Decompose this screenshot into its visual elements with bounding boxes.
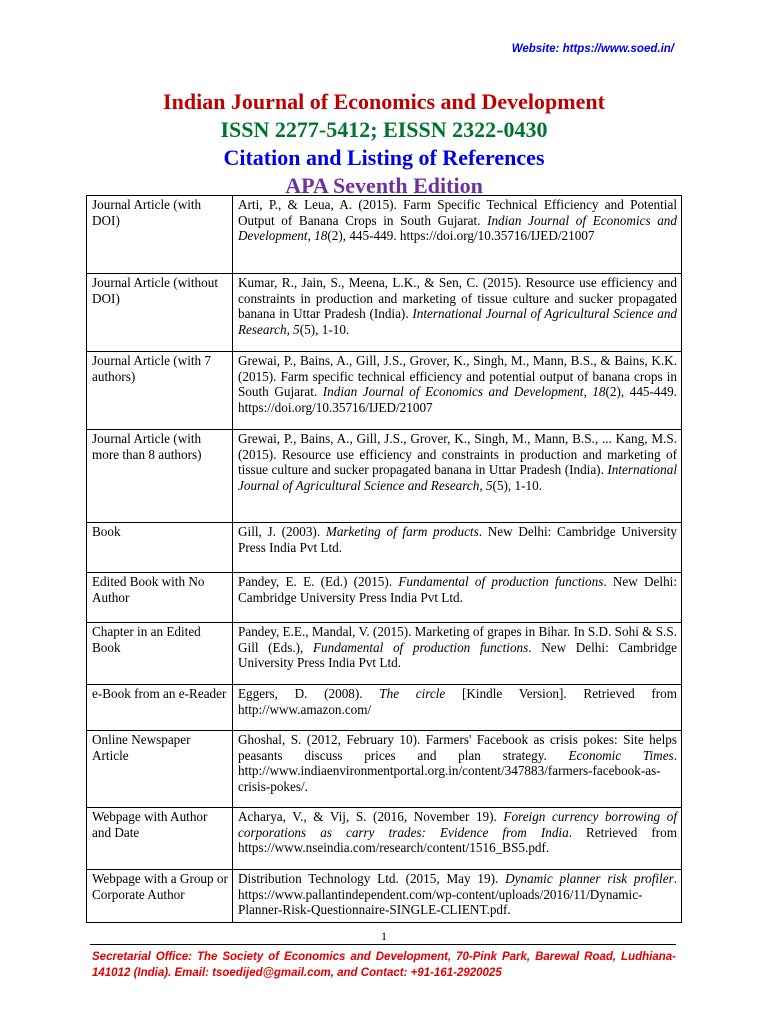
table-row xyxy=(87,685,682,731)
website-url[interactable]: Website: https://www.soed.in/ xyxy=(511,43,674,55)
table-row xyxy=(87,573,682,623)
reference-type: Webpage with a Group or Corporate Author xyxy=(87,870,233,923)
reference-example xyxy=(233,685,682,731)
reference-type: Chapter in an Edited Book xyxy=(87,623,233,685)
reference-example xyxy=(233,808,682,870)
reference-source: Indian Journal of Economics and Development, 18 xyxy=(322,384,606,400)
reference-details: . https://www.pallantindependent.com/wp-content/uploads/2016/11/Dynamic-Planner-Risk-Questionnaire-SINGLE-CLIENT.pdf. xyxy=(238,871,678,918)
reference-text: Kumar, R., Jain, S., Meena, L.K., & Sen, C. (2015). Resource use efficiency and constraints in production and marketing of tissue culture and sucker propagated banana in Uttar Pradesh (India). xyxy=(238,275,677,322)
reference-example xyxy=(233,623,682,685)
footer-contact: Secretarial Office: The Society of Economics and Development, 70-Pink Park, Barewal Road, Ludhiana-141012 (India). Email: tsoedijed@gmail.com, and Contact: +91-161-2920025 xyxy=(92,951,676,979)
document-subtitle: Citation and Listing of References xyxy=(223,145,545,170)
reference-type: e-Book from an e-Reader xyxy=(87,685,233,731)
reference-details: (2), 445-449. https://doi.org/10.35716/IJED/21007 xyxy=(238,384,677,415)
reference-source: Fundamental of production functions xyxy=(398,574,604,589)
reference-type: Journal Article (with DOI) xyxy=(87,196,233,274)
journal-title: Indian Journal of Economics and Development xyxy=(163,89,605,114)
reference-text: Pandey, E.E., Mandal, V. (2015). Marketing of grapes in Bihar. In S.D. Sohi & S.S. Gill (Eds.), xyxy=(238,624,677,655)
table-row xyxy=(87,196,682,274)
page-number: 1 xyxy=(381,929,387,943)
document-header xyxy=(0,88,768,200)
issn-line: ISSN 2277-5412; EISSN 2322-0430 xyxy=(220,117,548,142)
reference-type: Webpage with Author and Date xyxy=(87,808,233,870)
reference-text: Acharya, V., & Vij, S. (2016, November 19). xyxy=(238,809,504,824)
reference-details: . Retrieved from https://www.nseindia.com/research/content/1516_BS5.pdf. xyxy=(238,824,677,856)
reference-example xyxy=(233,870,682,923)
reference-source: Foreign currency borrowing of corporations as carry trades: Evidence from India xyxy=(238,809,677,840)
table-row xyxy=(87,870,682,923)
reference-details: . New Delhi: Cambridge University Press India Pvt Ltd. xyxy=(238,574,677,605)
table-row xyxy=(87,808,682,870)
reference-details: (5), 1-10. xyxy=(492,477,542,493)
reference-text: Grewai, P., Bains, A., Gill, J.S., Grover, K., Singh, M., Mann, B.S., ... Kang, M.S. (2015). Resource use efficiency and constraints in production and marketing of tissue culture and sucker propagated banana in Uttar Pradesh (India). xyxy=(238,431,677,478)
reference-example xyxy=(233,274,682,352)
reference-type: Journal Article (without DOI) xyxy=(87,274,233,352)
table-row xyxy=(87,274,682,352)
footer-divider xyxy=(90,944,676,945)
reference-details: . New Delhi: Cambridge University Press India Pvt Ltd. xyxy=(238,524,677,555)
reference-text: Distribution Technology Ltd. (2015, May 19). xyxy=(238,871,506,886)
reference-type: Book xyxy=(87,523,233,573)
reference-details: [Kindle Version]. Retrieved from http://www.amazon.com/ xyxy=(238,686,677,717)
reference-details: . New Delhi: Cambridge University Press India Pvt Ltd. xyxy=(238,639,677,671)
table-row xyxy=(87,731,682,808)
reference-example xyxy=(233,731,682,808)
reference-example xyxy=(233,352,682,430)
reference-example xyxy=(233,523,682,573)
reference-source: The circle xyxy=(379,686,446,701)
reference-example xyxy=(233,430,682,523)
reference-source: Fundamental of production functions xyxy=(312,639,529,655)
reference-text: Gill, J. (2003). xyxy=(238,524,326,539)
reference-details: (2), 445-449. https://doi.org/10.35716/IJED/21007 xyxy=(327,228,595,244)
table-row xyxy=(87,623,682,685)
reference-source: Dynamic planner risk profiler xyxy=(505,871,674,886)
reference-text: Pandey, E. E. (Ed.) (2015). xyxy=(238,574,399,589)
table-row xyxy=(87,430,682,523)
reference-text: Grewai, P., Bains, A., Gill, J.S., Grover, K., Singh, M., Mann, B.S., & Bains, K.K. (2015). Farm specific technical efficiency and potential output of banana crops in South Gujarat. xyxy=(238,353,677,400)
reference-type: Online Newspaper Article xyxy=(87,731,233,808)
reference-details: (5), 1-10. xyxy=(299,321,350,337)
reference-text: Eggers, D. (2008). xyxy=(238,686,380,701)
reference-text: Ghoshal, S. (2012, February 10). Farmers' Facebook as crisis pokes: Site helps peasants discuss prices and plan strategy. xyxy=(238,732,677,763)
reference-type: Journal Article (with more than 8 authors) xyxy=(87,430,233,523)
reference-text: Arti, P., & Leua, A. (2015). Farm Specific Technical Efficiency and Potential Output of Banana Crops in South Gujarat. xyxy=(238,197,677,228)
reference-source: Economic Times xyxy=(568,747,674,763)
reference-source: International Journal of Agricultural Science and Research, 5 xyxy=(238,306,678,337)
edition-title: APA Seventh Edition xyxy=(285,173,483,198)
table-row xyxy=(87,523,682,573)
references-table xyxy=(86,195,682,923)
reference-type: Edited Book with No Author xyxy=(87,573,233,623)
reference-example xyxy=(233,573,682,623)
reference-type: Journal Article (with 7 authors) xyxy=(87,352,233,430)
reference-source: Marketing of farm products xyxy=(325,524,479,539)
reference-example xyxy=(233,196,682,274)
table-row xyxy=(87,352,682,430)
reference-source: Indian Journal of Economics and Development, 18 xyxy=(238,212,677,244)
reference-details: . http://www.indiaenvironmentportal.org.in/content/347883/farmers-facebook-as-crisis-pokes/. xyxy=(238,747,677,794)
reference-source: International Journal of Agricultural Science and Research, 5 xyxy=(238,462,677,493)
